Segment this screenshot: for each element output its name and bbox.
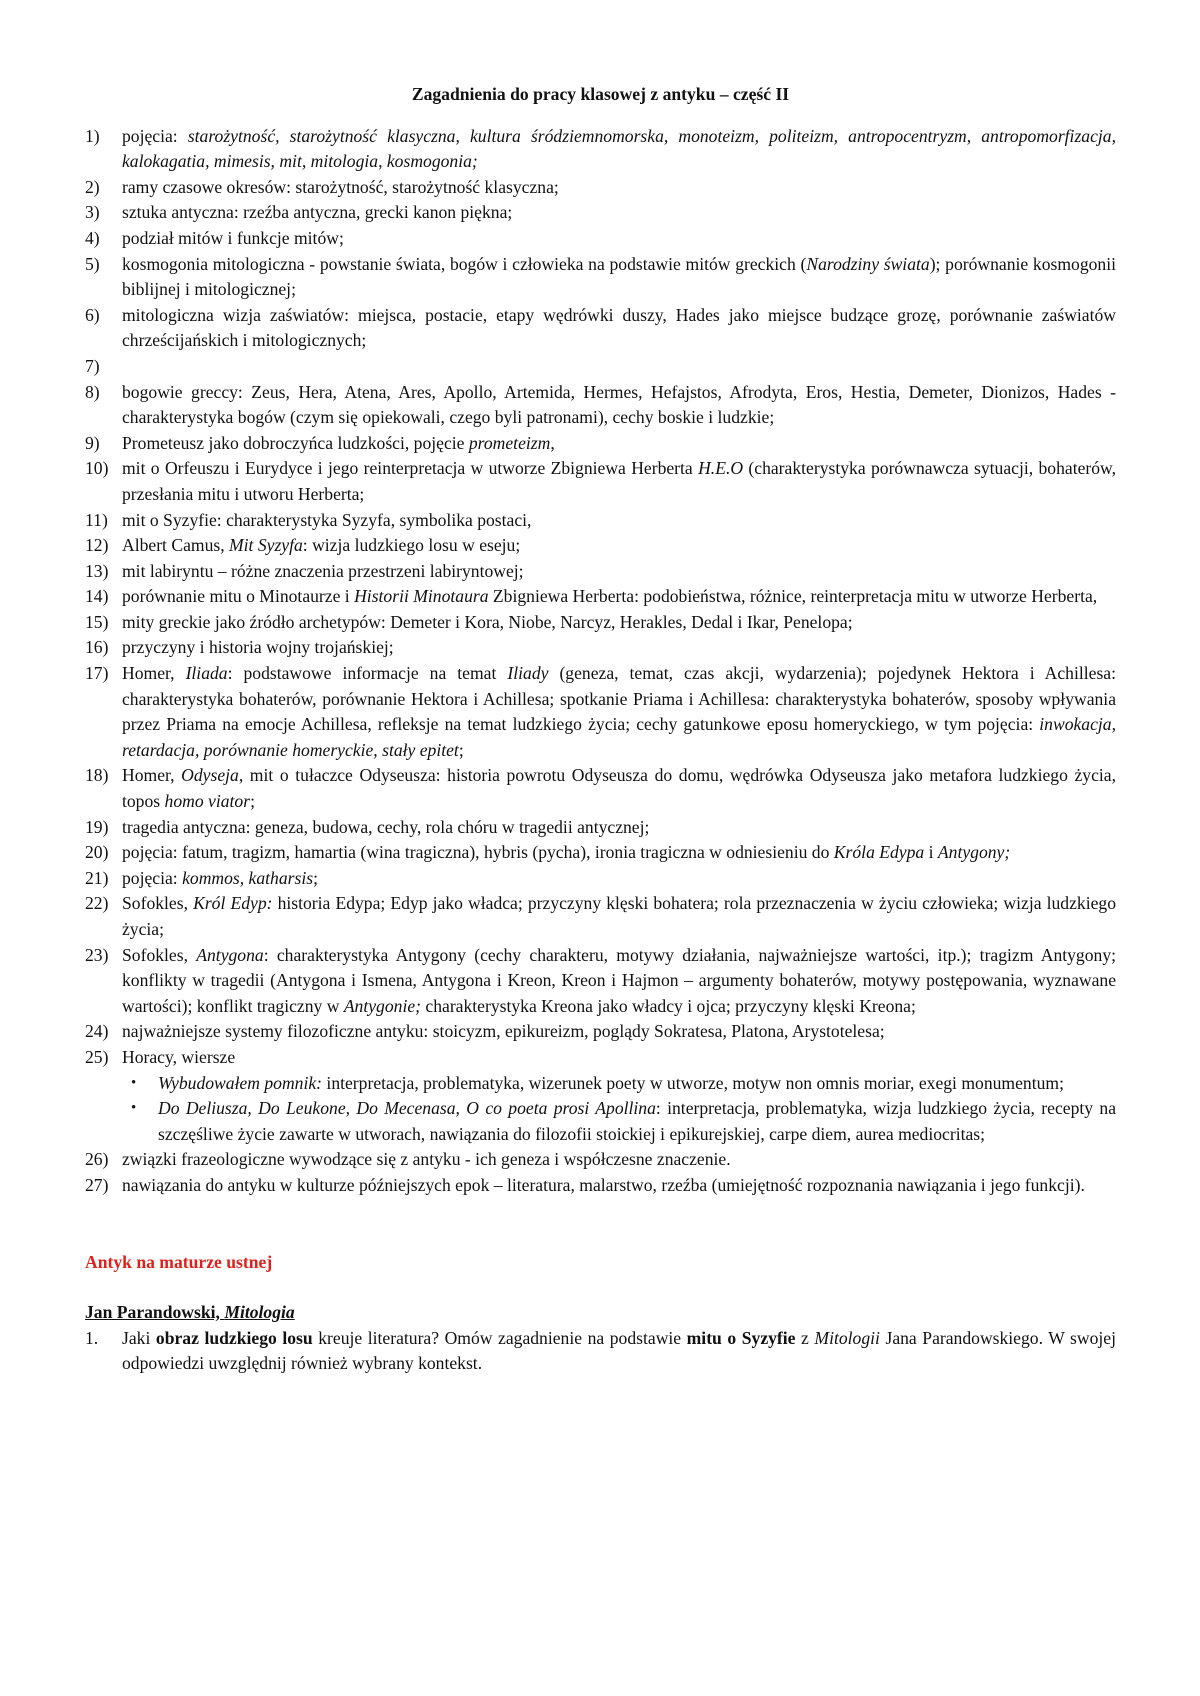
item-number: 17)	[85, 663, 109, 684]
topic-item	[85, 891, 1116, 942]
text-run: Sofokles,	[122, 944, 197, 965]
topic-item	[85, 815, 1116, 841]
sub-item-text	[158, 1096, 1116, 1147]
item-number: 4)	[85, 227, 100, 248]
item-number: 24)	[85, 1021, 109, 1042]
section-heading: Antyk na maturze ustnej	[85, 1251, 273, 1272]
text-run: charakterystyka Kreona jako władcy i ojca; przyczyny klęski Kreona;	[421, 995, 916, 1016]
text-run: Mit Syzyfa	[229, 535, 303, 556]
item-text	[122, 124, 1116, 175]
item-text	[122, 763, 1116, 814]
sub-item	[122, 1071, 1116, 1097]
question-number: 1.	[85, 1327, 99, 1348]
item-text	[122, 1147, 1116, 1173]
text-run: mity greckie jako źródło archetypów: Demeter i Kora, Niobe, Narcyz, Herakles, Dedal i Ikar, Penelopa;	[122, 611, 853, 632]
item-text	[122, 610, 1116, 636]
text-run: mit o Orfeuszu i Eurydyce i jego reinterpretacja w utworze Zbigniewa Herberta	[122, 458, 699, 479]
text-run: Króla Edypa	[833, 842, 925, 863]
item-number: 16)	[85, 637, 109, 658]
text-run: , mit o tułaczce Odyseusza: historia powrotu Odyseusza do domu, wędrówka Odyseusza jako metafora ludzkiego życia, topos	[122, 765, 1116, 812]
text-run: (charakterystyka porównawcza sytuacji, bohaterów, przesłania mitu i utworu Herberta;	[122, 458, 1117, 504]
text-run: Prometeusz jako dobroczyńca ludzkości, pojęcie	[122, 432, 469, 453]
text-run: mit labiryntu – różne znaczenia przestrzeni labiryntowej;	[122, 560, 524, 581]
item-number: 11)	[85, 509, 108, 530]
item-number: 15)	[85, 611, 109, 632]
item-number: 9)	[85, 432, 100, 453]
item-text	[122, 866, 1116, 892]
text-run: : podstawowe informacje na temat	[227, 663, 508, 684]
topic-item	[85, 1147, 1116, 1173]
topic-item	[85, 124, 1116, 175]
bullet-icon: •	[131, 1074, 137, 1091]
text-run: Antygony;	[937, 842, 1011, 863]
topic-item	[85, 866, 1116, 892]
item-number: 10)	[85, 458, 109, 479]
item-text	[122, 815, 1116, 841]
text-run: pojęcia:	[122, 867, 183, 888]
text-run: bogowie greccy: Zeus, Hera, Atena, Ares, Apollo, Artemida, Hermes, Hefajstos, Afrodyta, Eros, Hestia, Demeter, Dionizos, Hades - charakterystyka bogów (czym się opiekowali, czego byli patronami), cechy boskie i ludzkie;	[122, 381, 1116, 428]
text-run: starożytność, starożytność klasyczna, kultura śródziemnomorska, monoteizm, politeizm, antropocentryzm, antropomorfizacja, kalokagatia, mimesis, mit, mitologia, kosmogonia;	[122, 125, 1116, 172]
text-run: najważniejsze systemy filozoficzne antyku: stoicyzm, epikureizm, poglądy Sokratesa, Platona, Arystotelesa;	[122, 1021, 885, 1042]
text-run: Iliady	[507, 663, 549, 684]
item-number: 25)	[85, 1046, 109, 1067]
item-number: 2)	[85, 176, 100, 197]
topic-item	[85, 226, 1116, 252]
topic-item	[85, 559, 1116, 585]
topic-item	[85, 508, 1116, 534]
text-run: Król Edyp:	[193, 893, 273, 914]
document-title: Zagadnienia do pracy klasowej z antyku – część II	[411, 84, 790, 104]
text-run: homo viator	[164, 791, 251, 812]
text-run: ;	[313, 867, 318, 888]
topic-item	[85, 635, 1116, 661]
topic-item	[85, 303, 1116, 354]
text-run: ); porównanie kosmogonii biblijnej i mitologicznej;	[122, 253, 1116, 300]
text-run: Narodziny świata	[806, 253, 930, 274]
text-run: mitu o Syzyfie	[686, 1327, 796, 1348]
text-run: Zbigniewa Herberta: podobieństwa, różnice, reinterpretacja mitu w utworze Herberta,	[488, 586, 1098, 607]
text-run: H.E.O	[698, 458, 744, 479]
item-number: 19)	[85, 816, 109, 837]
item-text	[122, 200, 1116, 226]
item-text	[122, 943, 1116, 1020]
text-run: Antygonie;	[343, 995, 421, 1016]
text-run: Sofokles,	[122, 893, 194, 914]
text-run: ;	[250, 791, 255, 812]
topic-item	[85, 763, 1116, 814]
questions-list	[85, 1326, 1116, 1377]
text-run: ,	[550, 432, 555, 453]
topic-item	[85, 380, 1116, 431]
topic-item	[85, 1019, 1116, 1045]
item-text	[122, 1173, 1116, 1199]
item-text	[122, 380, 1116, 431]
item-number: 13)	[85, 560, 109, 581]
text-run: : charakterystyka Antygony (cechy charakteru, motywy działania, najważniejsze wartości, itp.); tragizm Antygony; konflikty w tragedii (Antygona i Ismena, Antygona i Kreon, Kreon i Hajmon – argumenty bohaterów, motywy postępowania, wyznawane wartości); konflikt tragiczny w	[122, 944, 1116, 1016]
topic-item	[85, 431, 1116, 457]
item-number: 18)	[85, 765, 109, 786]
text-run: tragedia antyczna: geneza, budowa, cechy, rola chóru w tragedii antycznej;	[122, 816, 650, 837]
item-number: 8)	[85, 381, 100, 402]
text-run: Iliada	[185, 663, 228, 684]
item-number: 20)	[85, 842, 109, 863]
topic-item	[85, 354, 1116, 380]
author-heading	[85, 1300, 1116, 1326]
item-text	[122, 891, 1116, 942]
item-number: 26)	[85, 1149, 109, 1170]
item-number: 1)	[85, 125, 100, 146]
item-text	[122, 252, 1116, 303]
topic-item	[85, 200, 1116, 226]
text-run: inwokacja, retardacja, porównanie homeryckie, stały epitet	[122, 714, 1116, 760]
text-run: Albert Camus,	[122, 535, 230, 556]
item-number: 22)	[85, 893, 109, 914]
text-run: Jaki	[122, 1327, 156, 1348]
topic-item	[85, 943, 1116, 1020]
item-text	[122, 354, 1116, 380]
text-run: Wybudowałem pomnik:	[158, 1072, 323, 1093]
text-run: historia Edypa; Edyp jako władca; przyczyny klęski bohatera; rola przeznaczenia w życiu człowieka; wizja ludzkiego życia;	[122, 893, 1116, 939]
text-run: : interpretacja, problematyka, wizja ludzkiego życia, recepty na szczęśliwe życie zawarte w utworach, nawiązania do filozofii stoickiej i epikurejskiej, carpe diem, aurea mediocritas;	[158, 1098, 1117, 1144]
text-run: (geneza, temat, czas akcji, wydarzenia); pojedynek Hektora i Achillesa: charakterystyka bohaterów, porównanie Hektora i Achillesa; spotkanie Priama i Achillesa: charakterystyka bohaterów, sposoby wpływania przez Priama na emocje Achillesa, refleksje na temat ludzkiego życia; cechy gatunkowe eposu homeryckiego, w tym pojęcia:	[122, 663, 1116, 735]
text-run: obraz ludzkiego losu	[155, 1327, 313, 1348]
item-text	[122, 431, 1116, 457]
item-text	[122, 533, 1116, 559]
text-run: kommos, katharsis	[182, 867, 314, 888]
item-number: 6)	[85, 304, 100, 325]
text-run: podział mitów i funkcje mitów;	[122, 227, 344, 248]
topic-item	[85, 533, 1116, 559]
text-run: ramy czasowe okresów: starożytność, starożytność klasyczna;	[122, 176, 559, 197]
topics-list	[85, 124, 1116, 1199]
text-run: z	[795, 1327, 815, 1348]
work-title: Mitologia	[224, 1302, 295, 1323]
item-text	[122, 840, 1116, 866]
text-run: przyczyny i historia wojny trojańskiej;	[122, 637, 394, 658]
text-run: mitologiczna wizja zaświatów: miejsca, postacie, etapy wędrówki duszy, Hades jako miejsce budzące grozę, porównanie zaświatów chrześcijańskich i mitologicznych;	[122, 304, 1116, 351]
text-run: Do Deliusza, Do Leukone, Do Mecenasa, O co poeta prosi Apollina	[158, 1098, 656, 1119]
topic-item	[85, 1173, 1116, 1199]
text-run: Horacy, wiersze	[122, 1046, 236, 1067]
bullet-icon: •	[131, 1100, 137, 1117]
item-number: 12)	[85, 535, 109, 556]
text-run: nawiązania do antyku w kulturze późniejszych epok – literatura, malarstwo, rzeźba (umiejętność rozpoznania nawiązania i jego funkcji).	[122, 1174, 1085, 1195]
topic-item	[85, 252, 1116, 303]
text-run: pojęcia: fatum, tragizm, hamartia (wina tragiczna), hybris (pycha), ironia tragiczna w odniesieniu do	[122, 842, 834, 863]
text-run: kosmogonia mitologiczna - powstanie świata, bogów i człowieka na podstawie mitów greckich (	[122, 253, 807, 274]
text-run: kreuje literatura? Omów zagadnienie na podstawie	[312, 1327, 687, 1348]
text-run: związki frazeologiczne wywodzące się z antyku - ich geneza i współczesne znaczenie.	[122, 1149, 731, 1170]
text-run: mit o Syzyfie: charakterystyka Syzyfa, symbolika postaci,	[122, 509, 532, 530]
item-text	[122, 559, 1116, 585]
text-run: : wizja ludzkiego losu w eseju;	[302, 535, 521, 556]
topic-item	[85, 610, 1116, 636]
text-run: prometeizm	[468, 432, 551, 453]
text-run: Antygona	[196, 944, 264, 965]
item-number: 21)	[85, 867, 109, 888]
text-run: Odyseja	[181, 765, 239, 786]
item-number: 14)	[85, 586, 109, 607]
text-run: sztuka antyczna: rzeźba antyczna, grecki kanon piękna;	[122, 202, 513, 223]
topic-item	[85, 661, 1116, 763]
item-text	[122, 175, 1116, 201]
text-run: Historii Minotaura	[354, 586, 489, 607]
item-number: 23)	[85, 944, 109, 965]
item-number: 7)	[85, 355, 100, 376]
item-text	[122, 661, 1116, 763]
item-text	[122, 508, 1116, 534]
text-run: porównanie mitu o Minotaurze i	[122, 586, 355, 607]
item-text	[122, 303, 1116, 354]
item-number: 5)	[85, 253, 100, 274]
text-run: Mitologii	[814, 1327, 880, 1348]
topic-item	[85, 456, 1116, 507]
sub-item-text	[158, 1071, 1116, 1097]
sub-list	[122, 1071, 1116, 1148]
text-run: Homer,	[122, 765, 182, 786]
text-run: i	[924, 842, 938, 863]
question-item	[85, 1326, 1116, 1377]
item-text	[122, 226, 1116, 252]
topic-item	[85, 1045, 1116, 1147]
author-name: Jan Parandowski,	[85, 1302, 225, 1323]
item-text	[122, 456, 1116, 507]
item-number: 3)	[85, 202, 100, 223]
item-text	[122, 1019, 1116, 1045]
item-text	[122, 1045, 1116, 1071]
question-text	[122, 1326, 1116, 1377]
sub-item	[122, 1096, 1116, 1147]
text-run: Jana Parandowskiego. W swojej odpowiedzi uwzględnij również wybrany kontekst.	[122, 1327, 1116, 1374]
topic-item	[85, 840, 1116, 866]
topic-item	[85, 584, 1116, 610]
item-number: 27)	[85, 1174, 109, 1195]
topic-item	[85, 175, 1116, 201]
text-run: ;	[458, 739, 464, 760]
item-text	[122, 635, 1116, 661]
text-run: Homer,	[122, 663, 186, 684]
text-run: interpretacja, problematyka, wizerunek poety w utworze, motyw non omnis moriar, exegi monumentum;	[322, 1072, 1064, 1093]
text-run: pojęcia:	[122, 125, 188, 146]
item-text	[122, 584, 1116, 610]
